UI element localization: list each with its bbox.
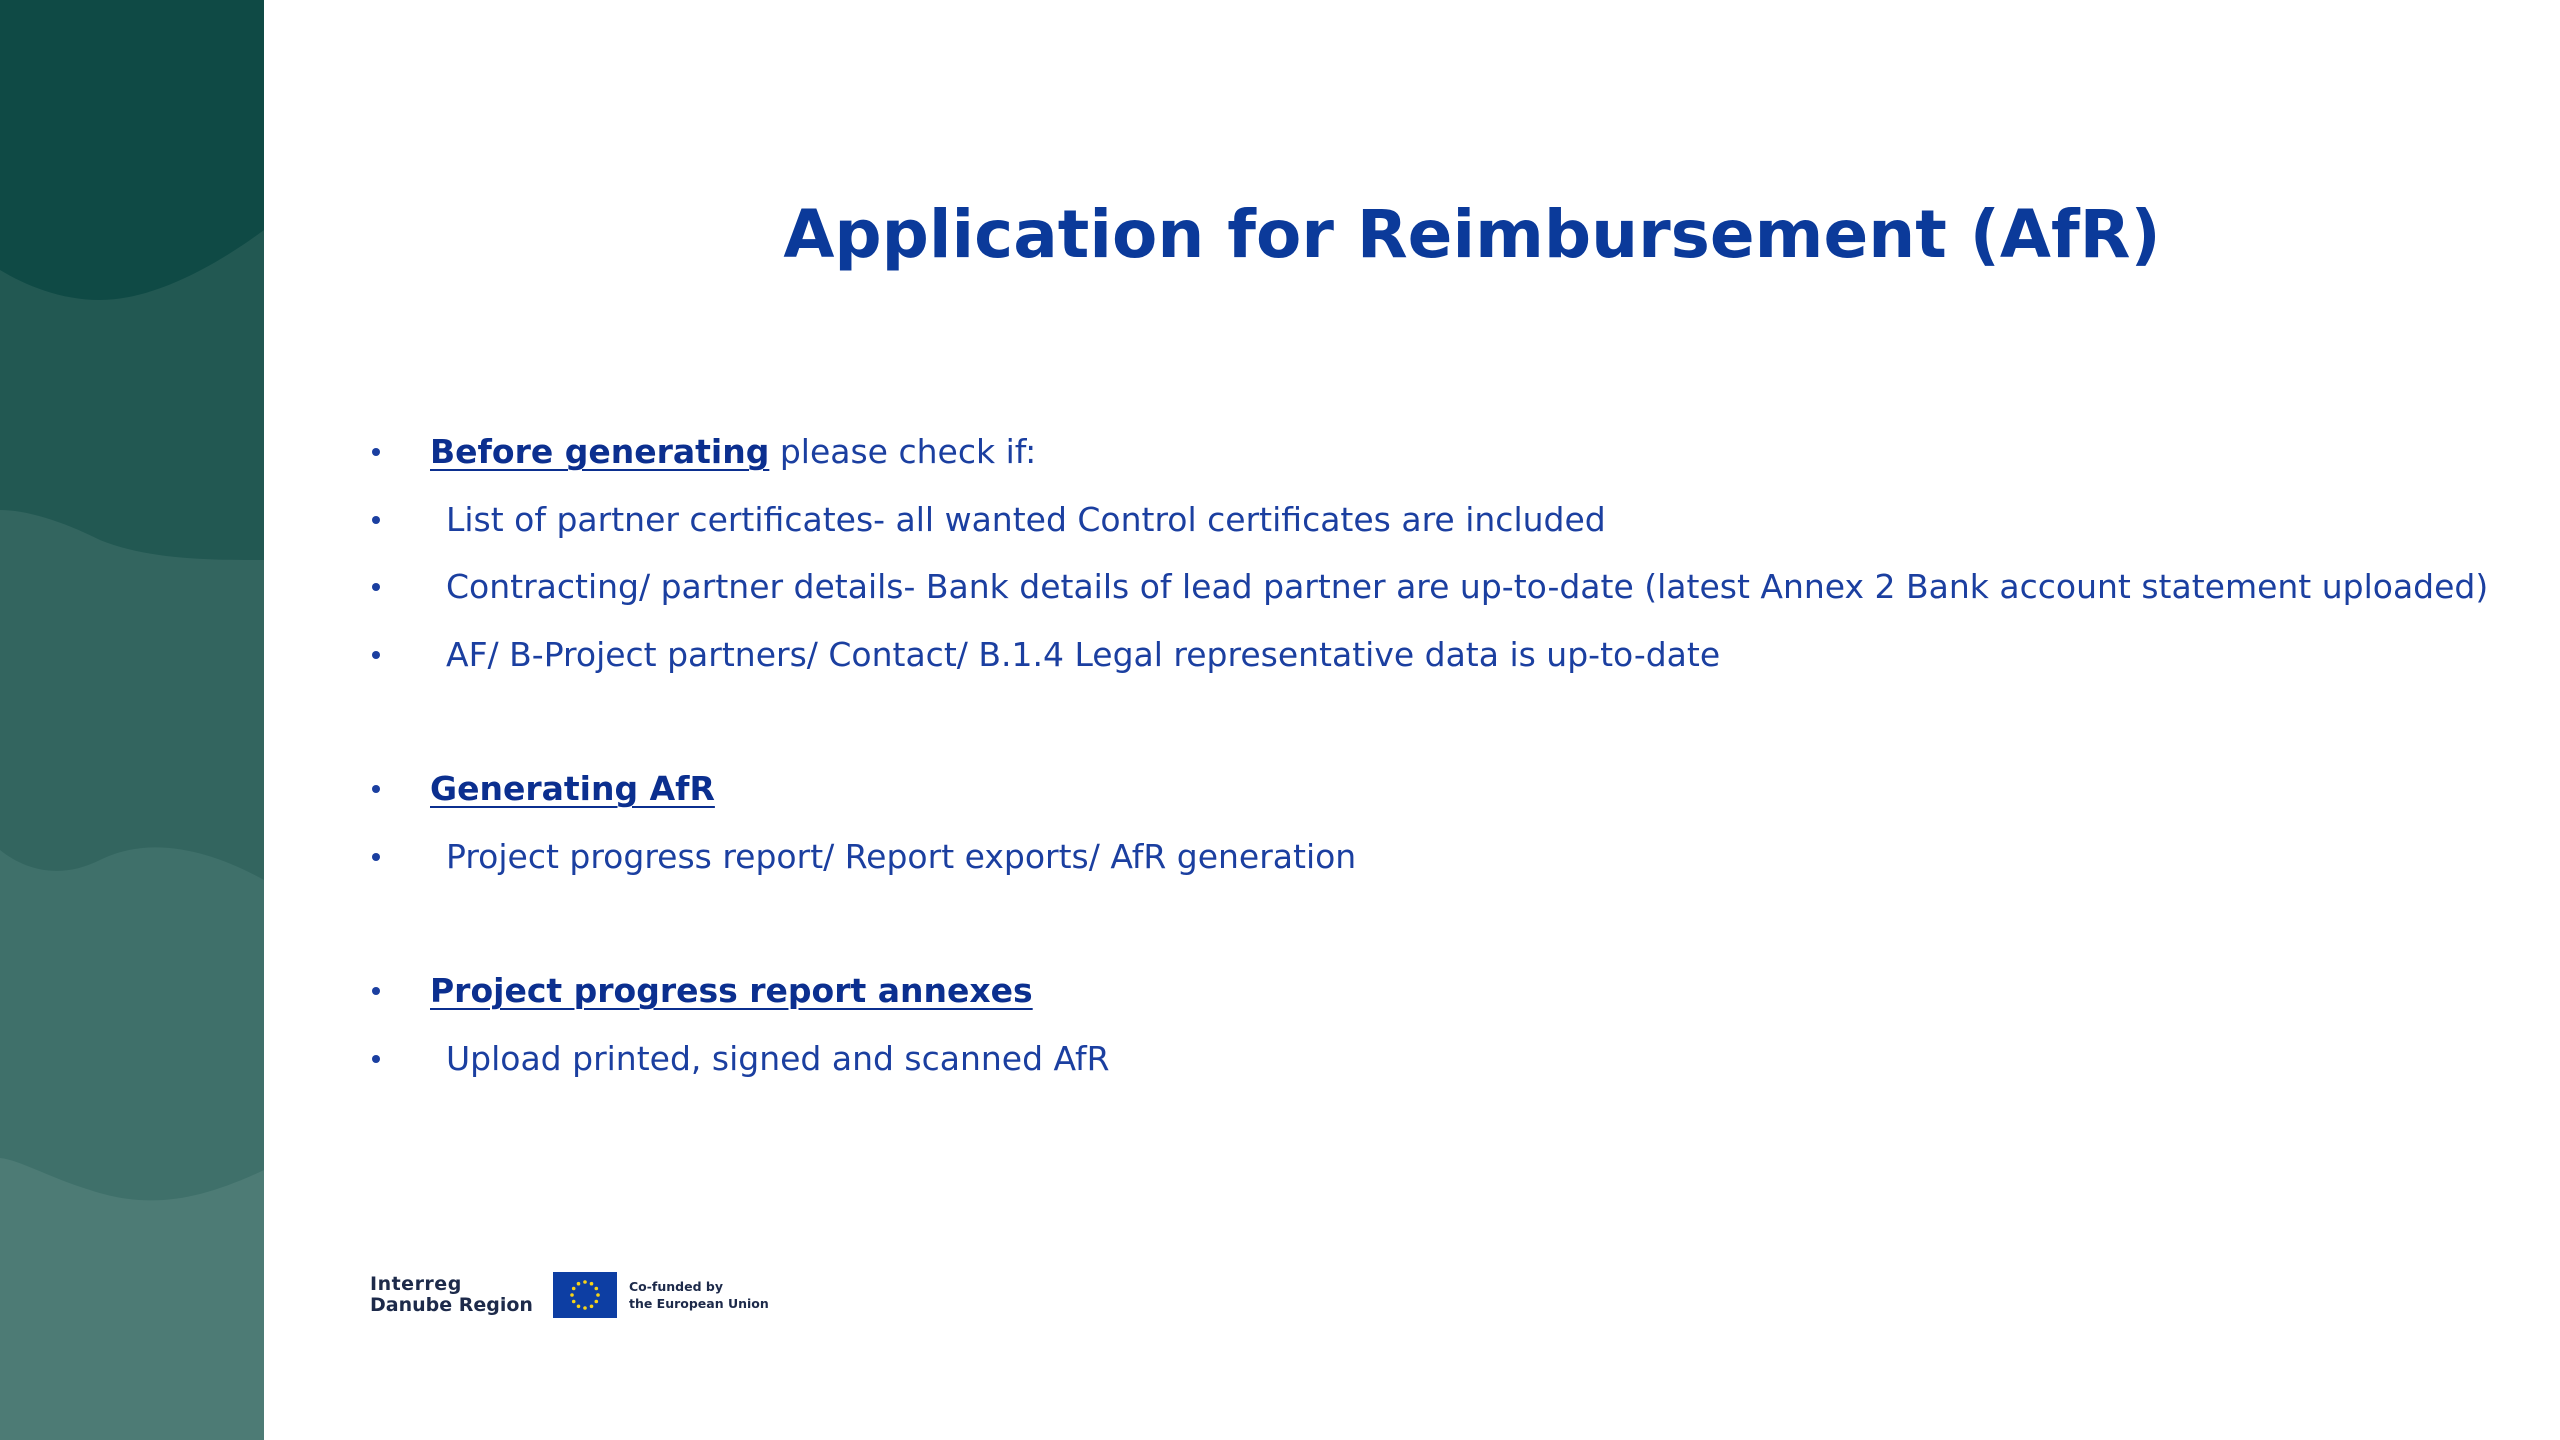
- eu-label-line1: Co-funded by: [628, 1279, 723, 1294]
- bullet-icon: [372, 987, 380, 995]
- section-heading-before-generating: Before generating: [430, 432, 770, 471]
- bullet-list: [372, 418, 2489, 1092]
- list-item: [372, 486, 2452, 554]
- slide-title: Application for Reimbursement (AfR): [783, 196, 2161, 273]
- bullet-icon: [372, 651, 380, 659]
- bullet-icon: [372, 448, 380, 456]
- interreg-logo-line2: Danube Region: [370, 1294, 533, 1316]
- list-item: [372, 621, 2452, 689]
- list-item: [372, 1025, 2452, 1093]
- list-item: [372, 823, 2452, 891]
- eu-label-line2: the European Union: [628, 1296, 769, 1311]
- list-item-text: AF/ B-Project partners/ Contact/ B.1.4 Legal representative data is up-to-date: [446, 634, 1721, 674]
- footer-logos: [370, 1270, 769, 1320]
- bullet-icon: [372, 516, 380, 524]
- list-item-text: Contracting/ partner details- Bank details of lead partner are up-to-date (latest Annex 2 Bank account statement uploaded): [446, 567, 2489, 606]
- section-heading-suffix: please check if:: [769, 432, 1037, 471]
- list-item: [372, 553, 2489, 621]
- interreg-logo-line1: Interreg: [370, 1273, 462, 1295]
- list-item: [372, 755, 2452, 823]
- decorative-wave-panel: [0, 0, 264, 1440]
- list-item: [372, 957, 2452, 1025]
- bullet-icon: [372, 1055, 380, 1063]
- eu-flag-icon: [553, 1272, 617, 1318]
- bullet-icon: [372, 785, 380, 793]
- interreg-logo: [370, 1274, 533, 1316]
- list-item: [372, 418, 2452, 486]
- wave-background: [0, 0, 264, 1440]
- eu-cofunded-label: [629, 1278, 769, 1312]
- bullet-icon: [372, 583, 380, 591]
- section-heading-progress-report-annexes: Project progress report annexes: [430, 971, 1033, 1010]
- bullet-icon: [372, 853, 380, 861]
- list-item-text: Upload printed, signed and scanned AfR: [446, 1038, 1110, 1078]
- section-heading-generating-afr: Generating AfR: [430, 769, 715, 808]
- list-item-text: List of partner certificates- all wanted Control certificates are included: [446, 499, 1606, 539]
- list-item-text: Project progress report/ Report exports/ AfR generation: [446, 836, 1357, 876]
